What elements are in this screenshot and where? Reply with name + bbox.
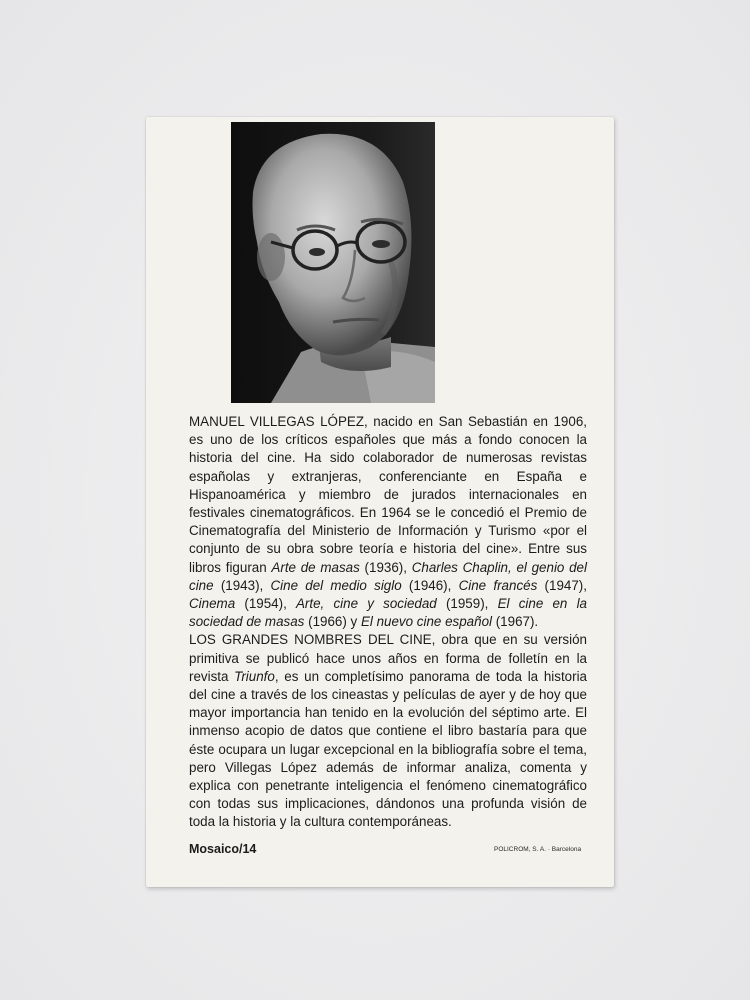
bio-text: (1943), — [213, 577, 271, 593]
bio-text: (1966) y — [304, 614, 361, 630]
portrait-illustration — [231, 122, 435, 403]
author-biography — [189, 413, 587, 832]
book-title: El cine en la sociedad de masas — [189, 596, 587, 630]
magazine-title: Triunfo — [234, 668, 275, 684]
author-name: MANUEL VILLEGAS LÓPEZ — [189, 414, 365, 429]
bio-text: (1946), — [401, 577, 459, 593]
book-title: Charles Chaplin, el genio del cine — [189, 559, 587, 593]
bio-text: , nacido en San Sebastián en 1906, es uno de los críticos españoles que más a fondo conocen la historia del cine. Ha sido colaborador de numerosas revistas españolas y extranjeras, conferenciante en España e Hispanoamérica y miembro de jurados internacionales en festivales cinematográficos. En 1964 se le concedió el Premio de Cinematografía del Ministerio de Información y Turismo «por el conjunto de su obra sobre teoría e historia del cine». Entre sus libros figuran — [189, 414, 587, 575]
bio-text: , es un completísimo panorama de toda la historia del cine a través de los cineastas y películas de ayer y de hoy que mayor importancia han tenido en la evolución del séptimo arte. El inmenso acopio de datos que contiene el libro bastaría para que éste ocupara un lugar excepcional en la bibliografía sobre el tema, pero Villegas López además de informar analiza, comenta y explica con penetrante inteligencia el fenómeno cinematográfico con todas sus implicaciones, dándonos una profunda visión de toda la historia y la cultura contemporáneas. — [189, 668, 587, 830]
book-back-cover — [146, 117, 614, 887]
bio-text: (1959), — [436, 596, 498, 612]
book-title: Arte, cine y sociedad — [296, 596, 437, 612]
biography-paragraph-2 — [189, 631, 587, 831]
author-portrait-photo — [231, 122, 435, 403]
book-title: Cine francés — [458, 577, 538, 593]
book-title: Cine del medio siglo — [270, 577, 402, 593]
bio-text: (1936), — [359, 559, 412, 575]
bio-text: (1967). — [492, 614, 539, 630]
work-title: LOS GRANDES NOMBRES DEL CINE — [189, 632, 432, 648]
bio-text: , obra que en su versión primitiva se publicó hace unos años en forma de folletín en la revista — [189, 632, 587, 684]
bio-text: (1954), — [235, 596, 296, 612]
book-title: El nuevo cine español — [360, 614, 492, 630]
series-label: Mosaico/14 — [189, 842, 257, 856]
book-title: Cinema — [189, 596, 236, 612]
printer-label: POLICROM, S. A. · Barcelona — [494, 846, 582, 853]
biography-paragraph-1 — [189, 413, 587, 631]
book-title: Arte de masas — [271, 559, 360, 575]
bio-text: (1947), — [537, 577, 587, 593]
